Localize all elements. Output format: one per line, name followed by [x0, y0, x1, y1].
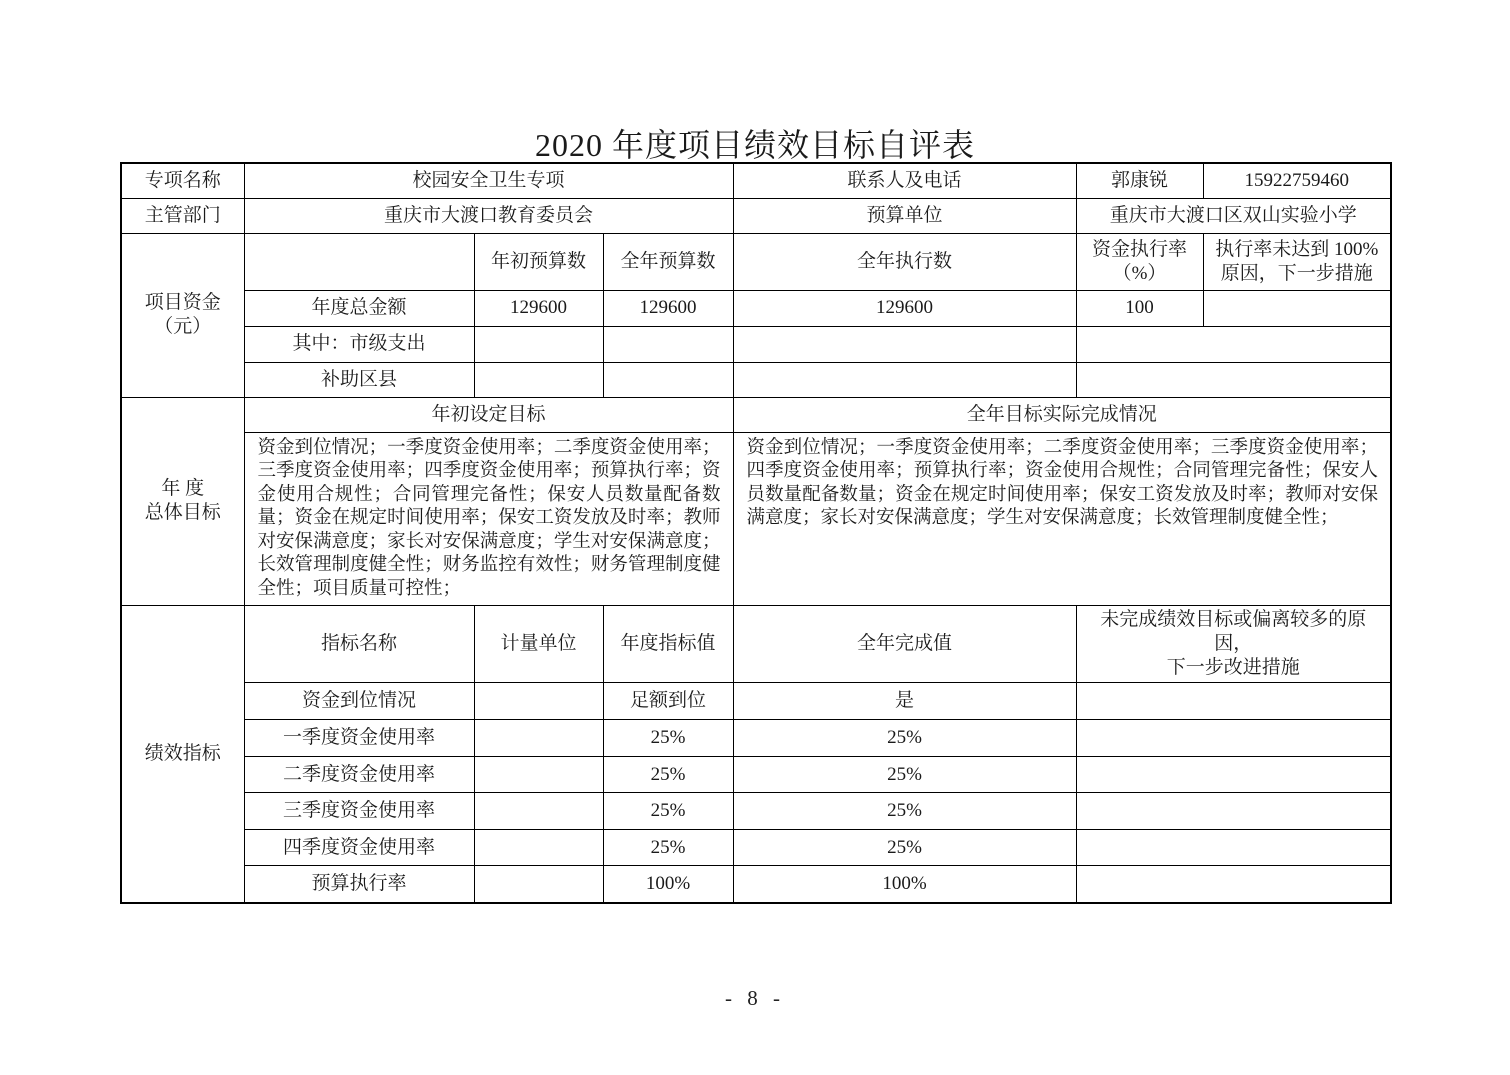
indicator-target: 25%	[603, 793, 733, 830]
dept-label: 主管部门	[121, 198, 244, 233]
indicator-actual: 是	[733, 683, 1076, 720]
indicator-target: 足额到位	[603, 683, 733, 720]
row-goal-header	[121, 397, 1391, 432]
goal-actual-header: 全年目标实际完成情况	[733, 397, 1391, 432]
indicator-reason	[1076, 683, 1391, 720]
indicator-row-q1-usage	[121, 720, 1391, 757]
funds-header-execution-rate-line2: （%）	[1112, 262, 1167, 284]
indicator-row-q2-usage	[121, 757, 1391, 793]
funds-municipal-initial-budget	[474, 326, 603, 362]
indicators-header-name: 指标名称	[244, 606, 474, 683]
funds-section-label	[121, 233, 244, 397]
indicator-name: 一季度资金使用率	[244, 720, 474, 757]
funds-header-blank	[244, 233, 474, 290]
goal-actual-content: 资金到位情况；一季度资金使用率；二季度资金使用率；三季度资金使用率；四季度资金使用率；预算执行率；资金使用合规性；合同管理完备性；保安人员数量配备数量；资金在规定时间使用率；保安工资发放及时率；教师对安保满意度；家长对安保满意度；学生对安保满意度；长效管理制度健全性；	[733, 432, 1391, 606]
funds-total-label: 年度总金额	[244, 290, 474, 326]
indicator-actual: 25%	[733, 720, 1076, 757]
funds-header-execution-rate-line1: 资金执行率	[1092, 238, 1188, 260]
indicator-row-q3-usage	[121, 793, 1391, 830]
indicator-name: 资金到位情况	[244, 683, 474, 720]
page-number: - 8 -	[725, 986, 785, 1010]
funds-header-shortfall-reason-line2: 原因，下一步措施	[1220, 262, 1373, 284]
row-funds-total	[121, 290, 1391, 326]
budget-unit-value: 重庆市大渡口区双山实验小学	[1076, 198, 1391, 233]
goal-initial-header: 年初设定目标	[244, 397, 733, 432]
funds-district-label: 补助区县	[244, 362, 474, 397]
row-funds-district	[121, 362, 1391, 397]
indicator-actual: 100%	[733, 866, 1076, 903]
funds-header-initial-budget: 年初预算数	[474, 233, 603, 290]
contact-phone: 15922759460	[1203, 163, 1391, 198]
indicator-reason	[1076, 866, 1391, 903]
indicator-actual: 25%	[733, 830, 1076, 866]
indicator-unit	[474, 720, 603, 757]
indicator-reason	[1076, 720, 1391, 757]
indicator-name: 四季度资金使用率	[244, 830, 474, 866]
funds-total-shortfall-reason	[1203, 290, 1391, 326]
self-evaluation-table	[120, 162, 1392, 904]
indicator-reason	[1076, 830, 1391, 866]
contact-name: 郭康锐	[1076, 163, 1203, 198]
funds-total-annual-execution: 129600	[733, 290, 1076, 326]
row-funds-header	[121, 233, 1391, 290]
funds-section-label-line1: 项目资金	[144, 292, 221, 313]
funds-municipal-annual-budget	[603, 326, 733, 362]
funds-header-shortfall-reason	[1203, 233, 1391, 290]
indicator-row-q4-usage	[121, 830, 1391, 866]
indicator-target: 25%	[603, 757, 733, 793]
goal-section-label	[121, 397, 244, 606]
funds-district-annual-execution	[733, 362, 1076, 397]
page-title: 2020 年度项目绩效目标自评表	[534, 127, 975, 163]
funds-header-shortfall-reason-line1: 执行率未达到 100%	[1215, 238, 1379, 260]
indicator-unit	[474, 757, 603, 793]
dept-value: 重庆市大渡口教育委员会	[244, 198, 733, 233]
indicator-reason	[1076, 757, 1391, 793]
indicator-name: 二季度资金使用率	[244, 757, 474, 793]
funds-total-execution-rate: 100	[1076, 290, 1203, 326]
funds-total-annual-budget: 129600	[603, 290, 733, 326]
funds-district-initial-budget	[474, 362, 603, 397]
indicator-name: 三季度资金使用率	[244, 793, 474, 830]
indicator-unit	[474, 866, 603, 903]
row-department	[121, 198, 1391, 233]
funds-municipal-label: 其中：市级支出	[244, 326, 474, 362]
indicator-actual: 25%	[733, 757, 1076, 793]
indicator-unit	[474, 683, 603, 720]
row-project	[121, 163, 1391, 198]
funds-header-execution-rate	[1076, 233, 1203, 290]
indicators-header-reason	[1076, 606, 1391, 683]
funds-municipal-annual-execution	[733, 326, 1076, 362]
funds-municipal-rate-reason	[1076, 326, 1391, 362]
goal-section-label-line1: 年 度	[161, 478, 205, 500]
row-funds-municipal	[121, 326, 1391, 362]
indicators-header-target: 年度指标值	[603, 606, 733, 683]
indicator-target: 100%	[603, 866, 733, 903]
budget-unit-label: 预算单位	[733, 198, 1076, 233]
funds-header-annual-budget: 全年预算数	[603, 233, 733, 290]
indicator-unit	[474, 793, 603, 830]
indicator-name: 预算执行率	[244, 866, 474, 903]
goal-initial-content: 资金到位情况；一季度资金使用率；二季度资金使用率；三季度资金使用率；四季度资金使用率；预算执行率；资金使用合规性；合同管理完备性；保安人员数量配备数量；资金在规定时间使用率；保安工资发放及时率；教师对安保满意度；家长对安保满意度；学生对安保满意度；长效管理制度健全性；财务监控有效性；财务管理制度健全性；项目质量可控性；	[244, 432, 733, 606]
row-indicators-header	[121, 606, 1391, 683]
funds-district-annual-budget	[603, 362, 733, 397]
project-name-value: 校园安全卫生专项	[244, 163, 733, 198]
contact-label: 联系人及电话	[733, 163, 1076, 198]
funds-section-label-line2: （元）	[154, 316, 212, 337]
indicator-actual: 25%	[733, 793, 1076, 830]
funds-header-annual-execution: 全年执行数	[733, 233, 1076, 290]
indicator-row-funds-arrival	[121, 683, 1391, 720]
indicator-target: 25%	[603, 830, 733, 866]
funds-total-initial-budget: 129600	[474, 290, 603, 326]
indicators-header-actual: 全年完成值	[733, 606, 1076, 683]
funds-district-rate-reason	[1076, 362, 1391, 397]
goal-section-label-line2: 总体目标	[144, 502, 221, 524]
indicator-target: 25%	[603, 720, 733, 757]
indicators-section-label: 绩效指标	[121, 606, 244, 903]
indicator-unit	[474, 830, 603, 866]
project-name-label: 专项名称	[121, 163, 244, 198]
indicators-header-reason-line1: 未完成绩效目标或偏离较多的原因，	[1100, 609, 1367, 654]
row-goal-content	[121, 432, 1391, 606]
indicator-row-budget-execution	[121, 866, 1391, 903]
indicator-reason	[1076, 793, 1391, 830]
indicators-header-reason-line2: 下一步改进措施	[1166, 657, 1300, 678]
indicators-header-unit: 计量单位	[474, 606, 603, 683]
